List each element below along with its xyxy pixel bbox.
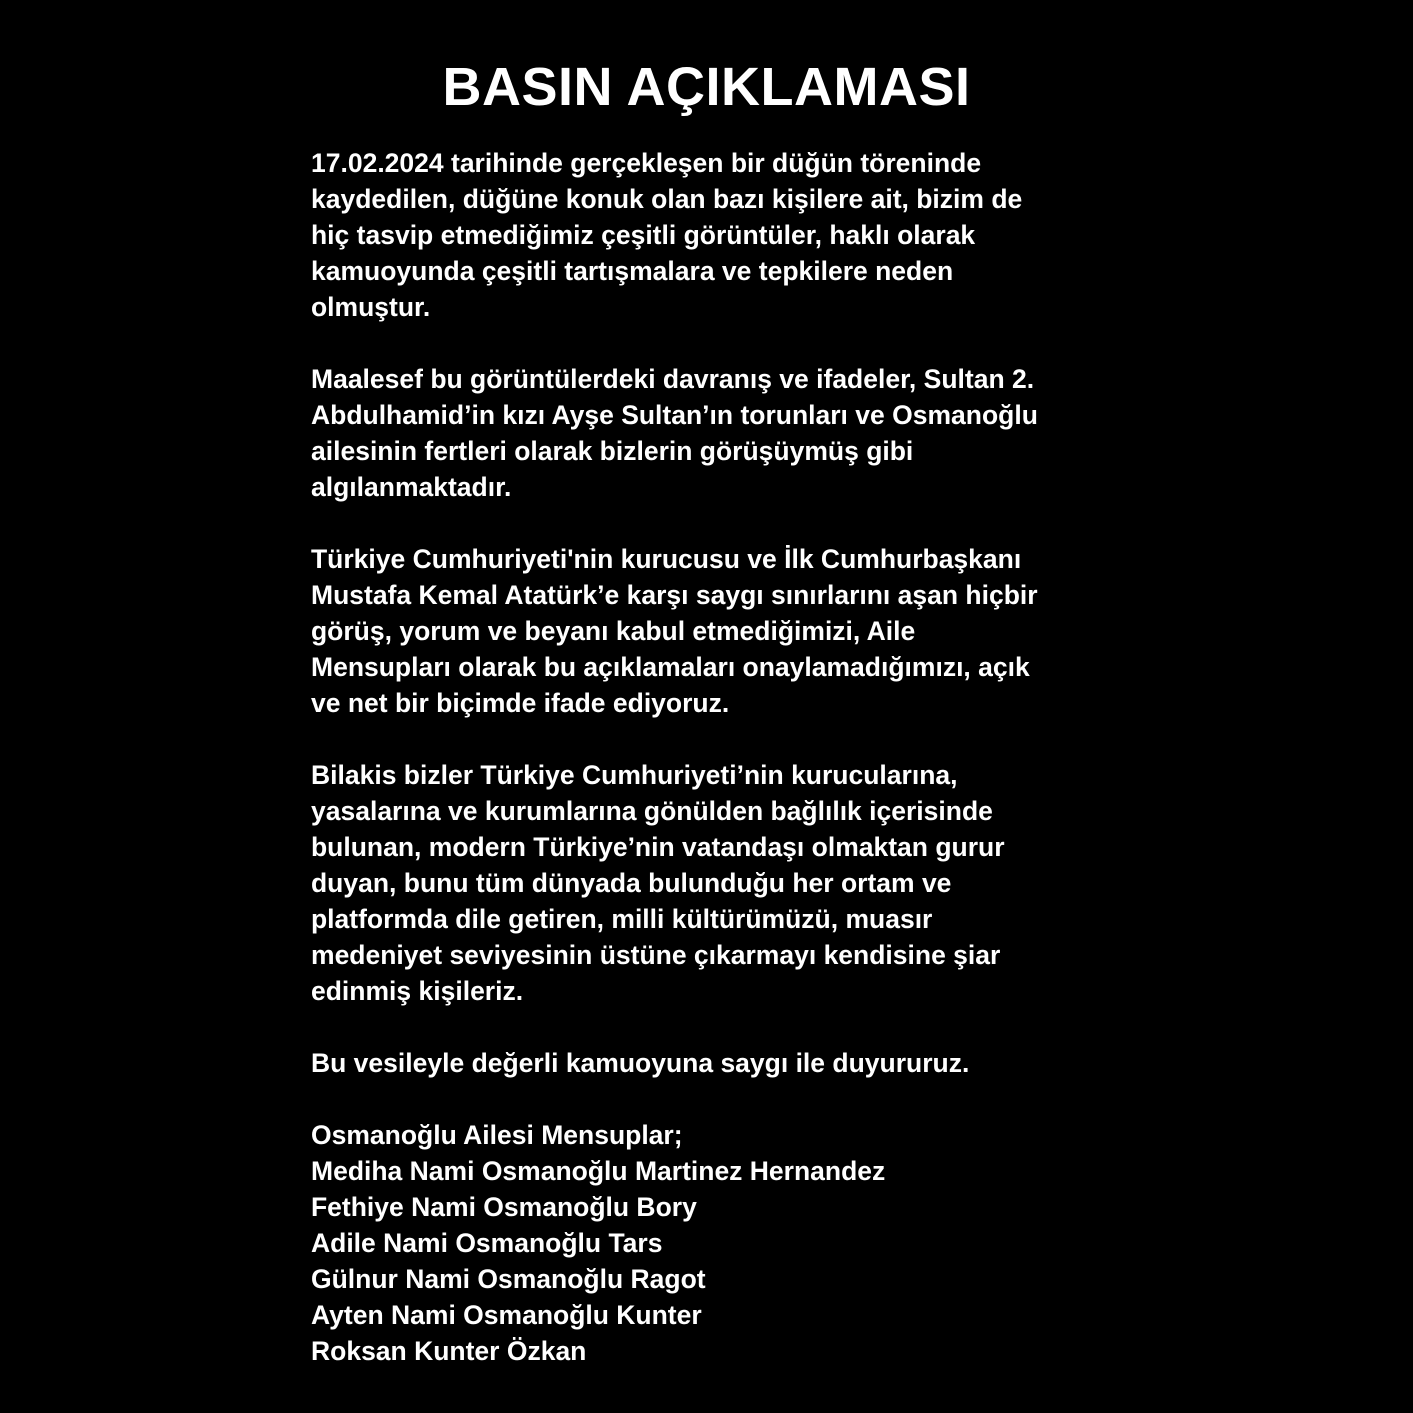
paragraph-closing: Bu vesileyle değerli kamuoyuna saygı ile duyururuz.	[311, 1048, 970, 1078]
signature-heading: Osmanoğlu Ailesi Mensuplar;	[311, 1120, 683, 1150]
paragraph-ataturk: Türkiye Cumhuriyeti'nin kurucusu ve İlk Cumhurbaşkanı Mustafa Kemal Atatürk’e karşı saygı sınırlarını aşan hiçbir görüş, yorum ve beyanı kabul etmediğimizi, Aile Mensupları olarak bu açıklamaları onaylamadığımızı, açık ve net bir biçimde ifade ediyoruz.	[311, 544, 1038, 718]
paragraph-perception: Maalesef bu görüntülerdeki davranış ve ifadeler, Sultan 2. Abdulhamid’in kızı Ayşe Sultan’ın torunları ve Osmanoğlu ailesinin fertleri olarak bizlerin görüşüymüş gibi algılanmaktadır.	[311, 364, 1038, 502]
paragraph-spacer	[311, 721, 1131, 757]
paragraph-spacer	[311, 505, 1131, 541]
paragraph-spacer	[311, 1081, 1131, 1117]
signatory-name: Ayten Nami Osmanoğlu Kunter	[311, 1300, 702, 1330]
paragraph-spacer	[311, 1009, 1131, 1045]
signatory-list	[311, 1153, 1131, 1369]
paragraph-spacer	[311, 325, 1131, 361]
signatory-name: Mediha Nami Osmanoğlu Martinez Hernandez	[311, 1156, 886, 1186]
signatory-name: Adile Nami Osmanoğlu Tars	[311, 1228, 663, 1258]
signatory-name: Gülnur Nami Osmanoğlu Ragot	[311, 1264, 706, 1294]
signatory-name: Roksan Kunter Özkan	[311, 1336, 587, 1366]
paragraph-intro: 17.02.2024 tarihinde gerçekleşen bir düğün töreninde kaydedilen, düğüne konuk olan bazı kişilere ait, bizim de hiç tasvip etmediğimiz çeşitli görüntüler, haklı olarak kamuoyunda çeşitli tartışmalara ve tepkilere neden olmuştur.	[311, 148, 1023, 322]
signatory-name: Fethiye Nami Osmanoğlu Bory	[311, 1192, 697, 1222]
statement-body	[311, 145, 1131, 1369]
page-title: BASIN AÇIKLAMASI	[442, 57, 971, 117]
signature-block	[311, 1117, 1131, 1369]
paragraph-loyalty: Bilakis bizler Türkiye Cumhuriyeti’nin kurucularına, yasalarına ve kurumlarına gönülden bağlılık içerisinde bulunan, modern Türkiye’nin vatandaşı olmaktan gurur duyan, bunu tüm dünyada bulunduğu her ortam ve platformda dile getiren, milli kültürümüzü, muasır medeniyet seviyesinin üstüne çıkarmayı kendisine şiar edinmiş kişileriz.	[311, 760, 1005, 1006]
